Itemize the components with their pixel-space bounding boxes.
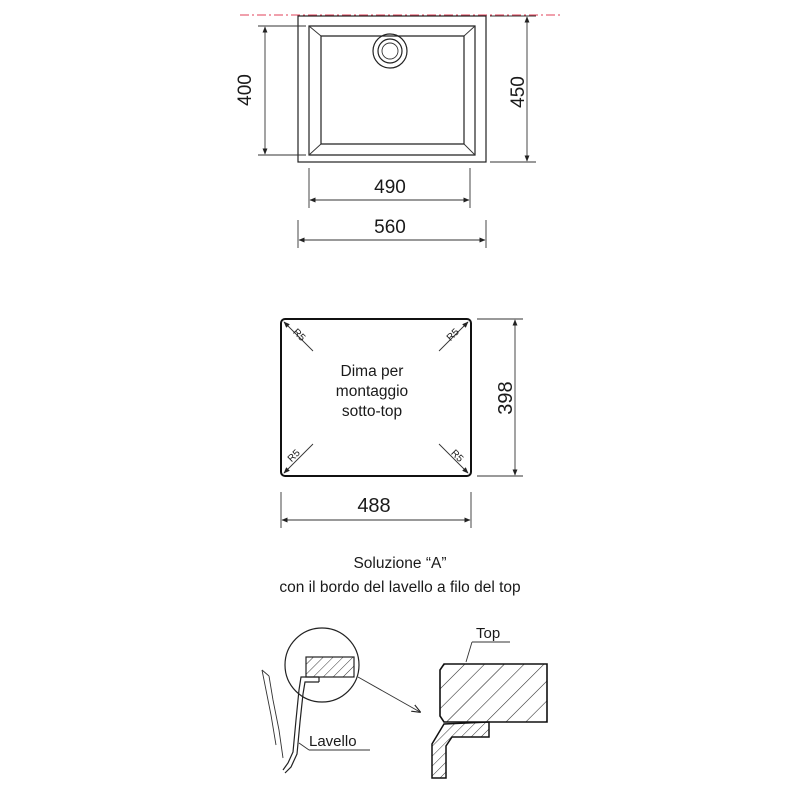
dim-inner-height <box>235 26 306 155</box>
dim-template-height <box>477 319 523 476</box>
worktop-section <box>440 664 547 722</box>
section-detail-small <box>262 628 420 773</box>
section-detail-large <box>432 625 547 778</box>
sink-inner-bowl <box>309 26 475 155</box>
sink-bowl-bottom <box>321 36 464 144</box>
top-view <box>235 15 562 248</box>
template-label-line-3: sotto-top <box>341 403 403 420</box>
dim-inner-width <box>309 168 470 208</box>
radius-bottom-left-label: R5 <box>285 447 303 465</box>
radius-bottom-right <box>439 444 468 473</box>
sink-rim-section <box>432 722 489 778</box>
radius-top-right <box>439 322 468 351</box>
template-label-line-2: montaggio <box>335 383 409 400</box>
solution-title: Soluzione “A” <box>353 555 447 572</box>
radius-top-left <box>284 322 313 351</box>
dim-template-width <box>281 492 471 528</box>
radius-bottom-left <box>284 444 313 473</box>
sink-outer-outline <box>298 16 486 162</box>
drain-icon <box>373 34 407 68</box>
top-label: Top <box>476 625 501 642</box>
dim-outer-width <box>298 217 486 248</box>
radius-top-left-label: R5 <box>290 326 308 344</box>
sink-label: Lavello <box>309 733 357 750</box>
dim-outer-height-label: 450 <box>508 76 529 108</box>
sink-wall-small <box>283 677 319 770</box>
template-label-line-1: Dima per <box>340 363 404 380</box>
radius-top-right-label: R5 <box>444 326 462 344</box>
dim-inner-height-label: 400 <box>235 74 256 106</box>
mounting-template <box>281 319 523 528</box>
worktop-section-small <box>306 657 354 677</box>
radius-bottom-right-label: R5 <box>448 447 466 465</box>
dim-inner-width-label: 490 <box>374 177 406 198</box>
dim-template-height-label: 398 <box>495 381 517 415</box>
dim-outer-width-label: 560 <box>374 217 406 238</box>
solution-subtitle: con il bordo del lavello a filo del top <box>279 579 521 596</box>
dim-outer-height <box>490 16 536 162</box>
dim-template-width-label: 488 <box>357 495 391 517</box>
